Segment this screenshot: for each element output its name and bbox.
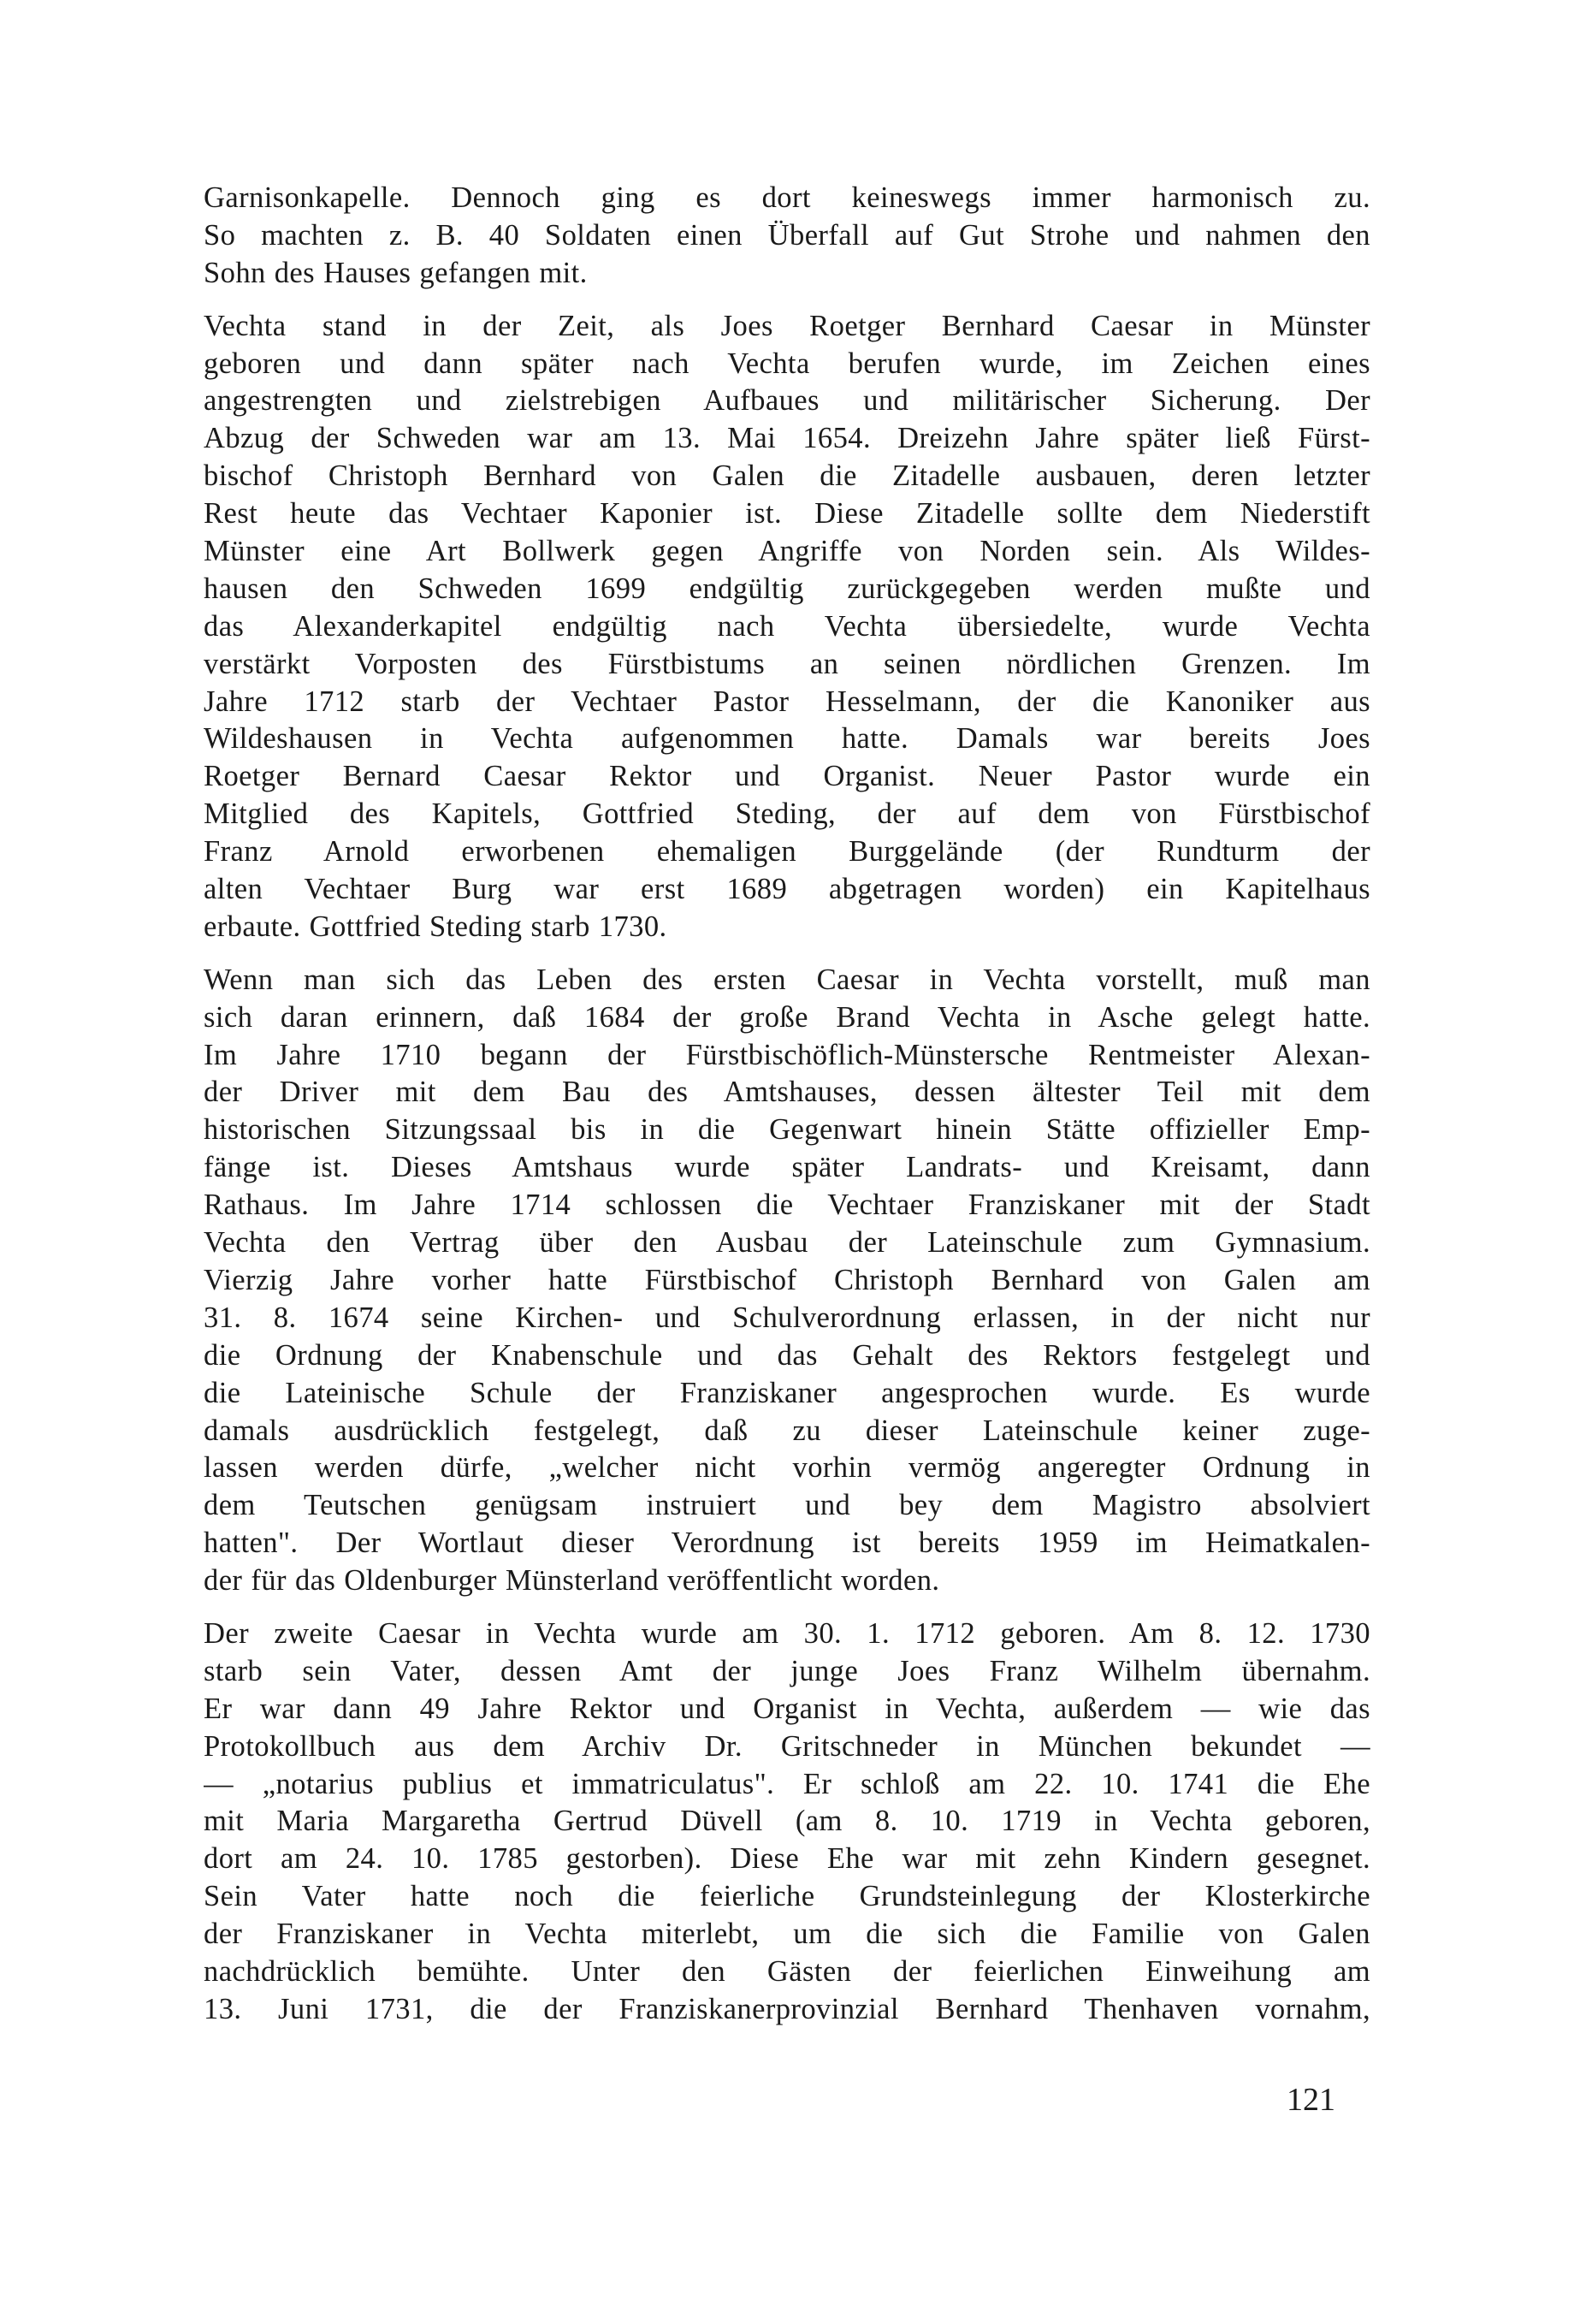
text-line: Der zweite Caesar in Vechta wurde am 30. 1. 1712 geboren. Am 8. 12. 1730: [204, 1616, 1370, 1650]
text-line: 13. Juni 1731, die der Franziskanerprovinzial Bernhard Thenhaven vornahm,: [204, 1992, 1370, 2025]
text-line: hausen den Schweden 1699 endgültig zurückgegeben werden mußte und: [204, 572, 1370, 605]
text-line: starb sein Vater, dessen Amt der junge Joes Franz Wilhelm übernahm.: [204, 1654, 1370, 1687]
text-line: angestrengten und zielstrebigen Aufbaues und militärischer Sicherung. Der: [204, 384, 1370, 418]
text-line: die Ordnung der Knabenschule und das Gehalt des Rektors festgelegt und: [204, 1338, 1370, 1372]
text-line: Wildeshausen in Vechta aufgenommen hatte. Damals war bereits Joes: [204, 722, 1370, 756]
page-number: 121: [1287, 2082, 1335, 2118]
paragraph-2: [204, 308, 1370, 946]
text-line: damals ausdrücklich festgelegt, daß zu dieser Lateinschule keiner zuge-: [204, 1414, 1370, 1447]
page-body: [204, 180, 1370, 2044]
text-line: Abzug der Schweden war am 13. Mai 1654. Dreizehn Jahre später ließ Fürst-: [204, 422, 1370, 455]
text-line: Sohn des Hauses gefangen mit.: [204, 256, 588, 289]
paragraph-1: [204, 180, 1370, 293]
text-line: geboren und dann später nach Vechta berufen wurde, im Zeichen eines: [204, 347, 1370, 380]
text-line: der für das Oldenburger Münsterland veröffentlicht worden.: [204, 1564, 940, 1598]
text-line: alten Vechtaer Burg war erst 1689 abgetragen worden) ein Kapitelhaus: [204, 873, 1370, 906]
text-line: Garnisonkapelle. Dennoch ging es dort keineswegs immer harmonisch zu.: [204, 181, 1370, 214]
text-line: erbaute. Gottfried Steding starb 1730.: [204, 910, 667, 943]
text-line: Vechta den Vertrag über den Ausbau der Lateinschule zum Gymnasium.: [204, 1226, 1370, 1260]
text-line: Münster eine Art Bollwerk gegen Angriffe von Norden sein. Als Wildes-: [204, 535, 1370, 568]
text-line: Im Jahre 1710 begann der Fürstbischöflich-Münstersche Rentmeister Alexan-: [204, 1038, 1370, 1071]
text-line: dort am 24. 10. 1785 gestorben). Diese Ehe war mit zehn Kindern gesegnet.: [204, 1842, 1370, 1876]
text-line: Jahre 1712 starb der Vechtaer Pastor Hesselmann, der die Kanoniker aus: [204, 685, 1370, 718]
text-line: sich daran erinnern, daß 1684 der große Brand Vechta in Asche gelegt hatte.: [204, 1000, 1370, 1034]
text-line: verstärkt Vorposten des Fürstbistums an seinen nördlichen Grenzen. Im: [204, 647, 1370, 680]
text-line: Roetger Bernard Caesar Rektor und Organist. Neuer Pastor wurde ein: [204, 760, 1370, 793]
text-line: Franz Arnold erworbenen ehemaligen Burggelände (der Rundturm der: [204, 835, 1370, 869]
text-line: Rathaus. Im Jahre 1714 schlossen die Vechtaer Franziskaner mit der Stadt: [204, 1189, 1370, 1222]
text-line: — „notarius publius et immatriculatus". Er schloß am 22. 10. 1741 die Ehe: [204, 1767, 1370, 1800]
text-line: historischen Sitzungssaal bis in die Gegenwart hinein Stätte offizieller Emp-: [204, 1113, 1370, 1147]
text-line: der Driver mit dem Bau des Amtshauses, dessen ältester Teil mit dem: [204, 1076, 1370, 1109]
text-line: dem Teutschen genügsam instruiert und bey dem Magistro absolviert: [204, 1489, 1370, 1522]
paragraph-4: [204, 1616, 1370, 2029]
text-line: bischof Christoph Bernhard von Galen die Zitadelle ausbauen, deren letzter: [204, 459, 1370, 493]
paragraph-3: [204, 962, 1370, 1600]
text-line: das Alexanderkapitel endgültig nach Vechta übersiedelte, wurde Vechta: [204, 609, 1370, 643]
text-line: Protokollbuch aus dem Archiv Dr. Gritschneder in München bekundet —: [204, 1729, 1370, 1763]
text-line: Vierzig Jahre vorher hatte Fürstbischof Christoph Bernhard von Galen am: [204, 1263, 1370, 1296]
text-line: hatten". Der Wortlaut dieser Verordnung ist bereits 1959 im Heimatkalen-: [204, 1527, 1370, 1560]
text-line: nachdrücklich bemühte. Unter den Gästen der feierlichen Einweihung am: [204, 1954, 1370, 1988]
text-line: fänge ist. Dieses Amtshaus wurde später Landrats- und Kreisamt, dann: [204, 1151, 1370, 1184]
text-line: Vechta stand in der Zeit, als Joes Roetger Bernhard Caesar in Münster: [204, 309, 1370, 342]
text-line: 31. 8. 1674 seine Kirchen- und Schulverordnung erlassen, in der nicht nur: [204, 1301, 1370, 1334]
text-line: der Franziskaner in Vechta miterlebt, um die sich die Familie von Galen: [204, 1918, 1370, 1951]
text-line: Wenn man sich das Leben des ersten Caesar in Vechta vorstellt, muß man: [204, 963, 1370, 996]
text-line: Rest heute das Vechtaer Kaponier ist. Diese Zitadelle sollte dem Niederstift: [204, 497, 1370, 531]
text-line: lassen werden dürfe, „welcher nicht vorhin vermög angeregter Ordnung in: [204, 1451, 1370, 1485]
text-line: So machten z. B. 40 Soldaten einen Überfall auf Gut Strohe und nahmen den: [204, 218, 1370, 252]
text-line: Er war dann 49 Jahre Rektor und Organist in Vechta, außerdem — wie das: [204, 1692, 1370, 1725]
text-line: die Lateinische Schule der Franziskaner angesprochen wurde. Es wurde: [204, 1376, 1370, 1409]
text-line: Mitglied des Kapitels, Gottfried Steding, der auf dem von Fürstbischof: [204, 797, 1370, 831]
text-line: Sein Vater hatte noch die feierliche Grundsteinlegung der Klosterkirche: [204, 1880, 1370, 1913]
text-line: mit Maria Margaretha Gertrud Düvell (am 8. 10. 1719 in Vechta geboren,: [204, 1805, 1370, 1838]
